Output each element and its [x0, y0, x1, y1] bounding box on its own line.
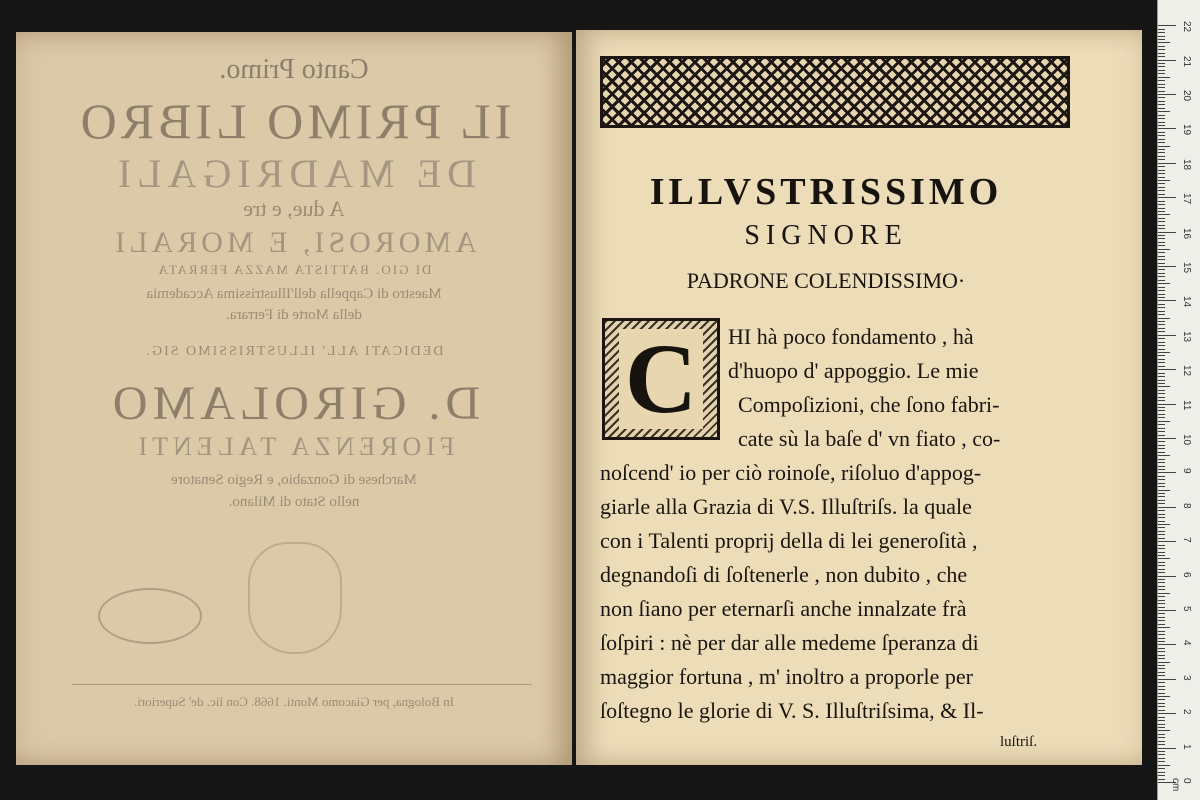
ruler-tick-minor: [1158, 593, 1170, 594]
ruler-tick-minor: [1158, 493, 1165, 494]
ruler-tick-minor: [1158, 380, 1165, 381]
ruler-tick-major: [1158, 576, 1176, 577]
ruler-tick-minor: [1158, 177, 1165, 178]
bleed-rule: [72, 684, 532, 685]
ruler-tick-minor: [1158, 720, 1165, 721]
ruler-tick-minor: [1158, 383, 1165, 384]
ruler-tick-minor: [1158, 717, 1165, 718]
right-page: [576, 30, 1142, 765]
ruler-tick-minor: [1158, 448, 1165, 449]
library-stamp-oval: [98, 588, 202, 644]
ruler-tick-major: [1158, 60, 1176, 61]
ruler-tick-minor: [1158, 252, 1165, 253]
ruler-tick-minor: [1158, 479, 1165, 480]
ruler-tick-minor: [1158, 527, 1165, 528]
ruler-tick-minor: [1158, 201, 1165, 202]
ruler-tick-minor: [1158, 572, 1165, 573]
ruler-tick-major: [1158, 266, 1176, 267]
text-line-11: maggior fortuna , m' inoltro a proporle per: [600, 664, 973, 689]
ruler-tick-minor: [1158, 734, 1165, 735]
ruler-tick-minor: [1158, 139, 1165, 140]
ruler-tick-minor: [1158, 596, 1165, 597]
ruler-label: 1: [1181, 743, 1192, 750]
ruler-tick-minor: [1158, 211, 1165, 212]
ruler-label: 2: [1181, 709, 1192, 715]
ruler-tick-minor: [1158, 297, 1165, 298]
bleed-line-8: DEDICATI ALL' ILLUSTRISSIMO SIG.: [144, 344, 444, 359]
ruler-tick-minor: [1158, 32, 1165, 33]
ruler-label: 7: [1181, 537, 1192, 543]
ruler-tick-minor: [1158, 376, 1165, 377]
ruler-tick-minor: [1158, 730, 1170, 731]
library-stamp-emblem: [248, 542, 342, 654]
ruler-tick-minor: [1158, 156, 1165, 157]
ruler-tick-minor: [1158, 689, 1165, 690]
ruler-tick-minor: [1158, 77, 1170, 78]
text-line-7: con i Talenti proprij della di lei generoſità ,: [600, 528, 978, 553]
ruler-tick-minor: [1158, 466, 1165, 467]
ruler-tick-minor: [1158, 424, 1165, 425]
ruler-tick-minor: [1158, 751, 1165, 752]
ruler-tick-minor: [1158, 552, 1165, 553]
ruler-tick-minor: [1158, 486, 1165, 487]
ruler-tick-minor: [1158, 658, 1165, 659]
ruler-tick-minor: [1158, 366, 1165, 367]
ruler-tick-minor: [1158, 710, 1165, 711]
ruler-tick-minor: [1158, 517, 1165, 518]
ruler-tick-minor: [1158, 146, 1170, 147]
bleed-through-text: [16, 32, 572, 765]
ruler-tick-minor: [1158, 280, 1165, 281]
text-line-2: d'huopo d' appoggio. Le mie: [728, 358, 979, 383]
ruler-tick-minor: [1158, 311, 1165, 312]
ruler-label: 22: [1181, 21, 1192, 33]
ruler-tick-minor: [1158, 613, 1165, 614]
ruler-tick-minor: [1158, 97, 1165, 98]
ruler-tick-minor: [1158, 225, 1165, 226]
ruler-tick-minor: [1158, 469, 1165, 470]
ruler-tick-minor: [1158, 579, 1165, 580]
text-line-1: HI hà poco fondamento , hà: [728, 324, 974, 349]
ruler-tick-minor: [1158, 445, 1165, 446]
ruler-tick-minor: [1158, 703, 1165, 704]
ruler-tick-minor: [1158, 562, 1165, 563]
ruler-tick-minor: [1158, 318, 1170, 319]
ruler-tick-major: [1158, 25, 1176, 26]
ruler-tick-minor: [1158, 459, 1165, 460]
bleed-canto: Canto Primo.: [219, 54, 369, 85]
ruler-tick-minor: [1158, 321, 1165, 322]
ruler-tick-minor: [1158, 101, 1165, 102]
ruler-tick-minor: [1158, 342, 1165, 343]
ornamental-headpiece: [600, 56, 1070, 128]
ruler-tick-minor: [1158, 56, 1165, 57]
ruler-tick-minor: [1158, 779, 1165, 780]
ruler-tick-minor: [1158, 338, 1165, 339]
ruler-tick-minor: [1158, 314, 1165, 315]
ruler-tick-minor: [1158, 407, 1165, 408]
bleed-line-2: DE MADRIGALI: [111, 151, 477, 196]
ruler-tick-minor: [1158, 765, 1170, 766]
ruler-tick-minor: [1158, 603, 1165, 604]
ruler-tick-minor: [1158, 115, 1165, 116]
ruler-tick-minor: [1158, 428, 1165, 429]
ruler-tick-minor: [1158, 324, 1165, 325]
ruler-tick-minor: [1158, 565, 1165, 566]
ruler-tick-minor: [1158, 304, 1165, 305]
bleed-line-1: IL PRIMO LIBRO: [76, 93, 512, 149]
ruler-tick-minor: [1158, 249, 1170, 250]
ruler-tick-minor: [1158, 170, 1165, 171]
ruler-tick-minor: [1158, 287, 1165, 288]
ruler-tick-minor: [1158, 682, 1165, 683]
ruler-tick-minor: [1158, 503, 1165, 504]
ruler-tick-minor: [1158, 39, 1165, 40]
ruler-tick-minor: [1158, 696, 1170, 697]
ruler-tick-minor: [1158, 118, 1165, 119]
text-line-9: non ſiano per eternarſi anche innalzate frà: [600, 596, 967, 621]
ruler-tick-minor: [1158, 173, 1165, 174]
ruler-tick-minor: [1158, 768, 1165, 769]
ruler-tick-major: [1158, 507, 1176, 508]
ruler-tick-minor: [1158, 414, 1165, 415]
ruler-label: 11: [1181, 399, 1192, 410]
ruler-tick-minor: [1158, 256, 1165, 257]
ruler-tick-minor: [1158, 49, 1165, 50]
ruler-tick-minor: [1158, 641, 1165, 642]
ruler-tick-major: [1158, 713, 1176, 714]
ruler-tick-minor: [1158, 242, 1165, 243]
ruler-tick-minor: [1158, 66, 1165, 67]
ruler-tick-minor: [1158, 84, 1165, 85]
ruler-tick-major: [1158, 438, 1176, 439]
ruler-tick-minor: [1158, 582, 1165, 583]
ruler-tick-minor: [1158, 63, 1165, 64]
ruler-tick-minor: [1158, 132, 1165, 133]
ruler-tick-minor: [1158, 29, 1165, 30]
ruler-tick-minor: [1158, 761, 1165, 762]
ruler-tick-major: [1158, 232, 1176, 233]
ruler-tick-minor: [1158, 276, 1165, 277]
ruler-tick-major: [1158, 644, 1176, 645]
ruler-tick-minor: [1158, 180, 1170, 181]
ruler-tick-minor: [1158, 514, 1165, 515]
ruler-label: 10: [1181, 434, 1192, 446]
ruler-tick-minor: [1158, 741, 1165, 742]
ruler-label: 16: [1181, 227, 1192, 239]
text-line-4: cate sù la baſe d' vn fiato , co-: [738, 426, 1001, 451]
ruler-tick-minor: [1158, 510, 1165, 511]
ruler-tick-minor: [1158, 607, 1165, 608]
text-line-5: noſcend' io per ciò roinoſe, riſoluo d'appog-: [600, 460, 982, 485]
ruler-tick-minor: [1158, 108, 1165, 109]
ruler-tick-minor: [1158, 208, 1165, 209]
ruler-tick-minor: [1158, 359, 1165, 360]
ruler-label: 13: [1181, 330, 1192, 342]
ruler-tick-minor: [1158, 87, 1165, 88]
dedication-title: ILLVSTRISSIMO: [649, 171, 1003, 213]
ruler-tick-minor: [1158, 534, 1165, 535]
ruler-label: 12: [1181, 365, 1192, 377]
ruler-tick-minor: [1158, 259, 1165, 260]
ruler-tick-minor: [1158, 36, 1165, 37]
ruler-tick-minor: [1158, 462, 1165, 463]
ruler-tick-minor: [1158, 400, 1165, 401]
ruler-tick-minor: [1158, 655, 1165, 656]
ruler-tick-minor: [1158, 331, 1165, 332]
ruler-tick-minor: [1158, 496, 1165, 497]
dedication-subtitle: SIGNORE: [744, 220, 908, 251]
ruler-tick-minor: [1158, 555, 1165, 556]
ruler-tick-minor: [1158, 699, 1165, 700]
ruler-tick-minor: [1158, 135, 1165, 136]
ruler-label: 14: [1181, 296, 1192, 308]
ruler-tick-minor: [1158, 668, 1165, 669]
ruler-tick-minor: [1158, 634, 1165, 635]
ruler-tick-minor: [1158, 706, 1165, 707]
ruler-tick-minor: [1158, 355, 1165, 356]
ruler-tick-major: [1158, 472, 1176, 473]
ruler-tick-minor: [1158, 152, 1165, 153]
ruler-tick-minor: [1158, 693, 1165, 694]
bleed-line-10: FIORENZA TALENTI: [133, 432, 455, 461]
bleed-imprint: In Bologna, per Giacomo Monti. 1668. Con lic. de' Superiori.: [133, 694, 455, 709]
ruler-tick-minor: [1158, 166, 1165, 167]
ruler-tick-minor: [1158, 500, 1165, 501]
ruler-tick-minor: [1158, 393, 1165, 394]
ruler-tick-major: [1158, 679, 1176, 680]
bleed-line-12: nello Stato di Milano.: [228, 494, 360, 510]
ruler-label: 9: [1181, 468, 1192, 474]
ruler-tick-minor: [1158, 589, 1165, 590]
ruler-tick-minor: [1158, 521, 1165, 522]
ruler-tick-minor: [1158, 352, 1170, 353]
ruler-tick-minor: [1158, 194, 1165, 195]
ruler-tick-minor: [1158, 70, 1165, 71]
ruler-tick-minor: [1158, 724, 1165, 725]
ruler-tick-minor: [1158, 410, 1165, 411]
ruler-tick-minor: [1158, 452, 1165, 453]
ruler-tick-minor: [1158, 53, 1165, 54]
ruler-label: 15: [1181, 262, 1192, 274]
ruler-tick-minor: [1158, 390, 1165, 391]
ruler-label: 18: [1181, 158, 1192, 170]
ruler-tick-minor: [1158, 386, 1170, 387]
ruler-tick-minor: [1158, 42, 1170, 43]
ruler-label: 4: [1181, 640, 1192, 646]
ruler-tick-minor: [1158, 190, 1165, 191]
ruler-tick-minor: [1158, 665, 1165, 666]
ruler-tick-minor: [1158, 600, 1165, 601]
ruler-tick-minor: [1158, 569, 1165, 570]
catchword: luſtriſ.: [1000, 734, 1038, 750]
ruler-label: 19: [1181, 124, 1192, 136]
ruler-label: 5: [1181, 606, 1192, 612]
decorated-initial: [602, 318, 720, 440]
bleed-line-7: della Morte di Ferrara.: [226, 307, 362, 323]
ruler-tick-minor: [1158, 686, 1165, 687]
ruler-tick-major: [1158, 748, 1176, 749]
ruler-tick-major: [1158, 404, 1176, 405]
ruler-tick-minor: [1158, 538, 1165, 539]
ruler-tick-minor: [1158, 737, 1165, 738]
ruler-tick-minor: [1158, 531, 1165, 532]
ruler-tick-minor: [1158, 744, 1165, 745]
bleed-line-9: D. GIROLAMO: [107, 377, 481, 430]
ruler-tick-minor: [1158, 269, 1165, 270]
ruler-tick-minor: [1158, 362, 1165, 363]
dedication-salutation: PADRONE COLENDISSIMO·: [686, 268, 966, 293]
ruler-tick-minor: [1158, 187, 1165, 188]
ruler-tick-minor: [1158, 238, 1165, 239]
ruler-tick-minor: [1158, 328, 1165, 329]
ruler-tick-minor: [1158, 46, 1165, 47]
ruler-tick-major: [1158, 163, 1176, 164]
ruler-label: 20: [1181, 90, 1192, 102]
text-line-8: degnandoſi di ſoſtenerle , non dubito , che: [600, 562, 968, 587]
ruler-tick-minor: [1158, 483, 1165, 484]
left-page: [16, 32, 572, 765]
ruler-tick-minor: [1158, 214, 1170, 215]
measurement-ruler: [1157, 0, 1200, 800]
ruler-tick-minor: [1158, 775, 1165, 776]
ruler-tick-minor: [1158, 638, 1165, 639]
text-line-6: giarle alla Grazia di V.S. Illuſtriſs. la quale: [600, 494, 972, 519]
ruler-tick-major: [1158, 128, 1176, 129]
text-line-10: ſoſpiri : nè per dar alle medeme ſperanza di: [600, 630, 979, 655]
ruler-tick-major: [1158, 369, 1176, 370]
ruler-tick-minor: [1158, 228, 1165, 229]
ruler-label: 6: [1181, 571, 1192, 578]
ruler-tick-minor: [1158, 441, 1165, 442]
ruler-tick-minor: [1158, 435, 1165, 436]
ruler-tick-minor: [1158, 421, 1170, 422]
ruler-tick-minor: [1158, 290, 1165, 291]
bleed-line-4: AMOROSI, E MORALI: [111, 226, 477, 259]
ruler-tick-minor: [1158, 183, 1165, 184]
ruler-label: 8: [1181, 502, 1192, 509]
ruler-tick-minor: [1158, 125, 1165, 126]
ruler-tick-major: [1158, 541, 1176, 542]
ruler-tick-minor: [1158, 772, 1165, 773]
ruler-tick-minor: [1158, 476, 1165, 477]
ruler-tick-minor: [1158, 758, 1165, 759]
ruler-tick-major: [1158, 94, 1176, 95]
ruler-tick-minor: [1158, 490, 1170, 491]
ruler-tick-minor: [1158, 349, 1165, 350]
ruler-tick-minor: [1158, 397, 1165, 398]
text-line-3: Compoſizioni, che ſono fabri-: [738, 392, 1000, 417]
ruler-tick-major: [1158, 300, 1176, 301]
initial-letter: C: [619, 329, 703, 429]
ruler-tick-minor: [1158, 221, 1165, 222]
bleed-line-3: A due, e tre: [243, 196, 345, 221]
ruler-label: 17: [1181, 193, 1192, 205]
ruler-tick-minor: [1158, 80, 1165, 81]
ruler-tick-minor: [1158, 624, 1165, 625]
ruler-tick-minor: [1158, 620, 1165, 621]
ruler-label: 0 cm: [1170, 778, 1192, 792]
ruler-tick-minor: [1158, 159, 1165, 160]
ruler-tick-minor: [1158, 235, 1165, 236]
ruler-tick-minor: [1158, 558, 1170, 559]
bleed-line-6: Maestro di Cappella dell'Illustrissima Accademia: [146, 286, 442, 302]
ruler-tick-minor: [1158, 631, 1165, 632]
bleed-line-11: Marchese di Gonzabio, e Regio Senatore: [171, 472, 417, 488]
ruler-label: 21: [1181, 55, 1192, 67]
bleed-line-5: DI GIO. BATTISTA MAZZA FERRATA: [156, 262, 432, 277]
ruler-tick-minor: [1158, 648, 1165, 649]
ruler-tick-minor: [1158, 142, 1165, 143]
ruler-tick-major: [1158, 610, 1176, 611]
ruler-tick-minor: [1158, 345, 1165, 346]
ruler-tick-minor: [1158, 431, 1165, 432]
ruler-tick-minor: [1158, 651, 1165, 652]
ruler-tick-minor: [1158, 662, 1170, 663]
ruler-tick-minor: [1158, 754, 1165, 755]
ruler-tick-minor: [1158, 545, 1165, 546]
ruler-tick-minor: [1158, 417, 1165, 418]
ruler-tick-minor: [1158, 263, 1165, 264]
ruler-tick-minor: [1158, 672, 1165, 673]
ruler-tick-minor: [1158, 727, 1165, 728]
ruler-tick-minor: [1158, 524, 1170, 525]
ruler-tick-minor: [1158, 373, 1165, 374]
ruler-tick-minor: [1158, 294, 1165, 295]
ruler-tick-minor: [1158, 617, 1165, 618]
ruler-tick-minor: [1158, 548, 1165, 549]
ruler-tick-minor: [1158, 273, 1165, 274]
ruler-tick-minor: [1158, 91, 1165, 92]
ruler-tick-minor: [1158, 627, 1170, 628]
ruler-tick-minor: [1158, 455, 1170, 456]
ruler-tick-minor: [1158, 218, 1165, 219]
ruler-tick-minor: [1158, 104, 1165, 105]
ruler-tick-minor: [1158, 245, 1165, 246]
ruler-tick-minor: [1158, 149, 1165, 150]
ruler-tick-minor: [1158, 675, 1165, 676]
ruler-label: 3: [1181, 674, 1192, 681]
ruler-tick-major: [1158, 335, 1176, 336]
ruler-tick-minor: [1158, 73, 1165, 74]
ruler-tick-minor: [1158, 204, 1165, 205]
ruler-tick-minor: [1158, 586, 1165, 587]
ruler-tick-minor: [1158, 122, 1165, 123]
text-line-12: ſoſtegno le glorie di V. S. Illuſtriſsima, & Il-: [600, 698, 984, 723]
ruler-tick-minor: [1158, 111, 1170, 112]
ruler-tick-minor: [1158, 307, 1165, 308]
ruler-tick-minor: [1158, 283, 1170, 284]
ruler-tick-major: [1158, 197, 1176, 198]
